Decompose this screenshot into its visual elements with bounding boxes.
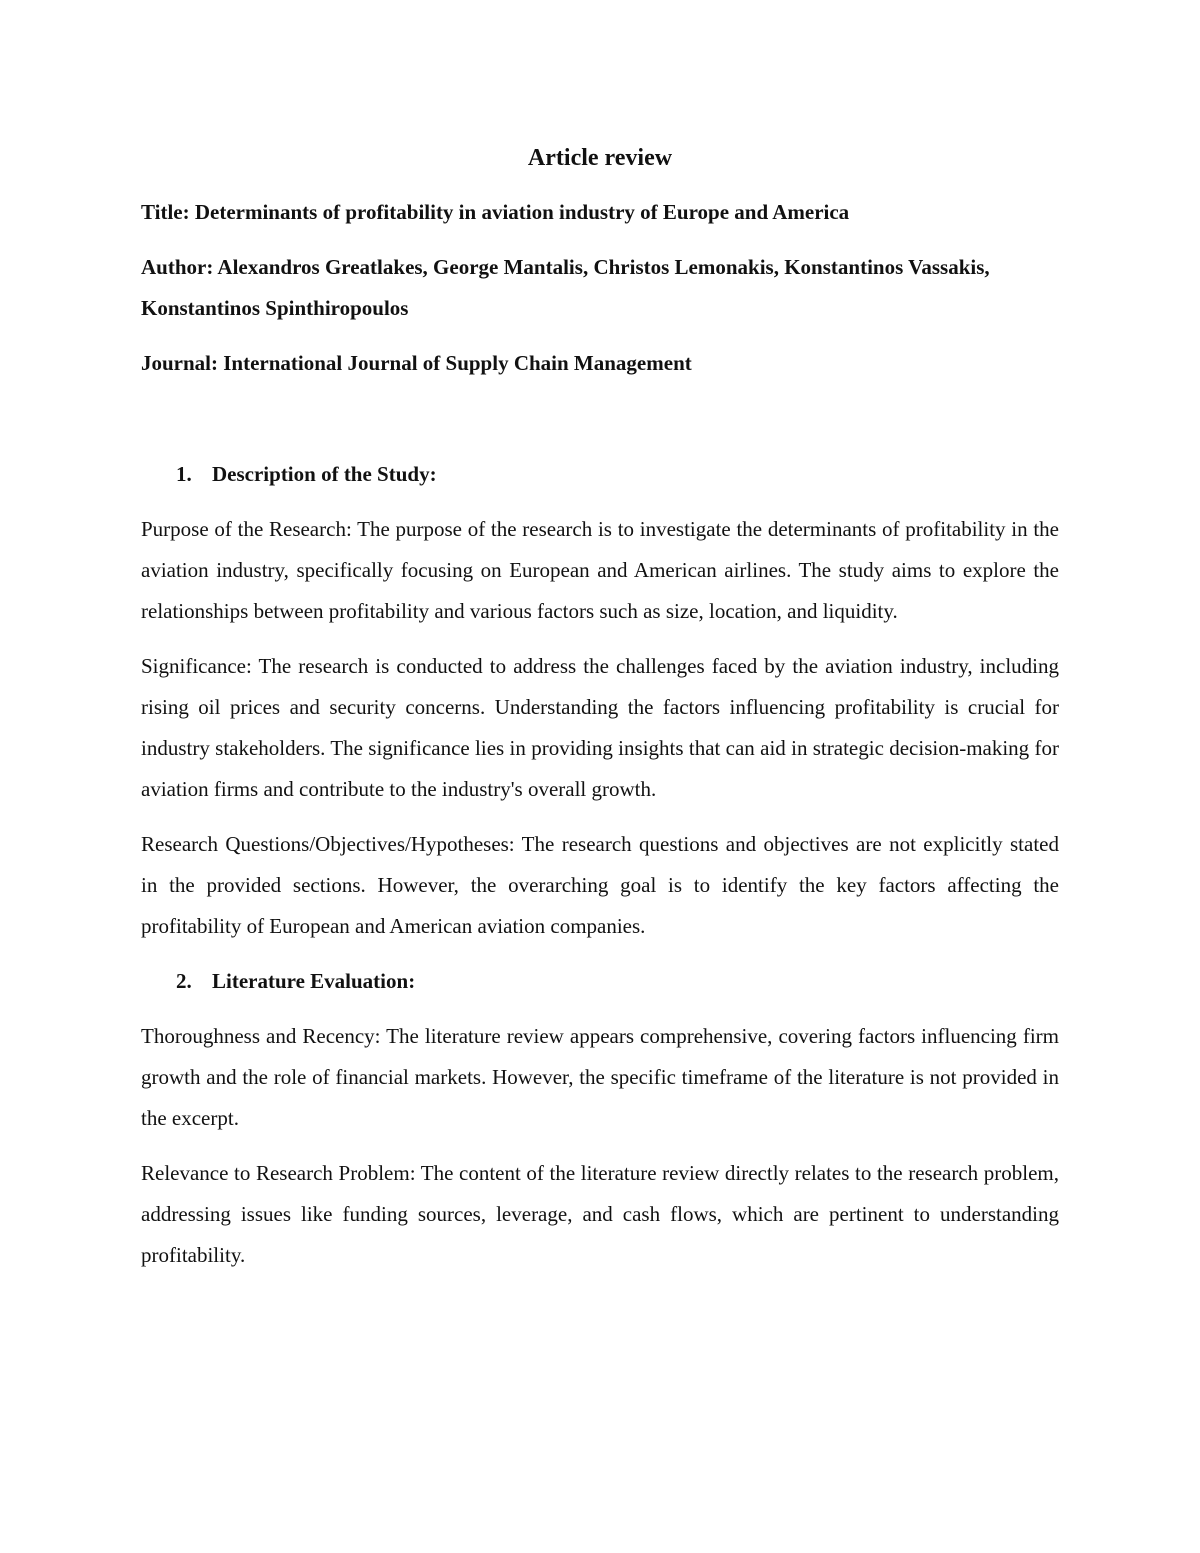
- section-number: 1.: [176, 462, 192, 486]
- article-author-line: Author: Alexandros Greatlakes, George Mantalis, Christos Lemonakis, Konstantinos Vassakis, Konstantinos Spinthiropoulos: [141, 255, 990, 320]
- article-title-line: Title: Determinants of profitability in aviation industry of Europe and America: [141, 200, 850, 224]
- paragraph-research-questions: Research Questions/Objectives/Hypotheses: The research questions and objectives are not explicitly stated in the provided sections. However, the overarching goal is to identify the key factors affecting the profitability of European and American aviation companies.: [141, 832, 1059, 938]
- section-number: 2.: [176, 969, 192, 993]
- paragraph-significance: Significance: The research is conducted to address the challenges faced by the aviation industry, including rising oil prices and security concerns. Understanding the factors influencing profitability is crucial for industry stakeholders. The significance lies in providing insights that can aid in strategic decision-making for aviation firms and contribute to the industry's overall growth.: [141, 654, 1059, 801]
- paragraph-relevance: Relevance to Research Problem: The content of the literature review directly relates to the research problem, addressing issues like funding sources, leverage, and cash flows, which are pertinent to understanding profitability.: [141, 1161, 1059, 1267]
- document-heading: Article review: [527, 145, 673, 171]
- section-title: Literature Evaluation:: [212, 969, 416, 993]
- article-journal-line: Journal: International Journal of Supply Chain Management: [141, 351, 692, 375]
- section-title: Description of the Study:: [212, 462, 437, 486]
- section-heading-literature: [141, 961, 1059, 1002]
- paragraph-purpose: Purpose of the Research: The purpose of the research is to investigate the determinants of profitability in the aviation industry, specifically focusing on European and American airlines. The study aims to explore the relationships between profitability and various factors such as size, location, and liquidity.: [141, 517, 1059, 623]
- paragraph-thoroughness: Thoroughness and Recency: The literature review appears comprehensive, covering factors influencing firm growth and the role of financial markets. However, the specific timeframe of the literature is not provided in the excerpt.: [141, 1024, 1059, 1130]
- section-heading-description: [141, 454, 1059, 495]
